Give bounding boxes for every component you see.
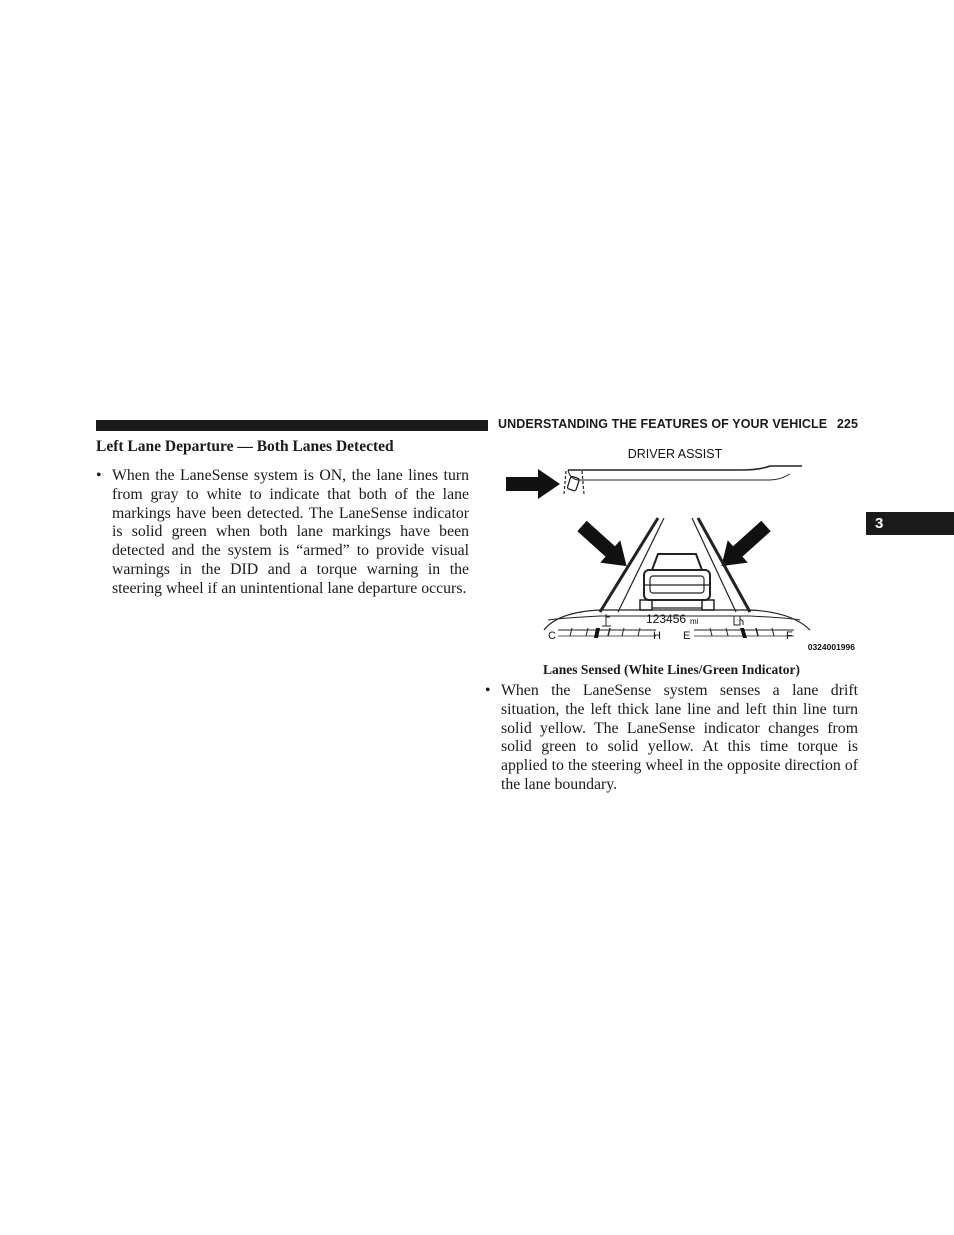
header-rule (96, 420, 488, 431)
gauge-label-e: E (683, 630, 691, 642)
bullet-text: When the LaneSense system is ON, the lane lines turn from gray to white to indicate that both of the lane markings have been detected. The LaneSense indicator is solid green when both lane markings have been detected and the system is “armed” to provide visual warnings in the DID and a torque warning in the steering wheel if an unintentional lane departure occurs. (112, 467, 469, 597)
arrow-right-icon (506, 469, 560, 499)
arrow-down-left-icon (711, 515, 776, 577)
odometer-unit: mi (690, 617, 699, 626)
bullet-dot: • (96, 467, 102, 484)
chapter-tab: 3 (866, 512, 954, 535)
running-head-section: UNDERSTANDING THE FEATURES OF YOUR VEHICLE (498, 417, 828, 431)
bullet-dot: • (485, 682, 491, 699)
lanesense-figure (500, 440, 860, 655)
section-title: Left Lane Departure — Both Lanes Detected (96, 438, 394, 455)
bullet-item (96, 467, 469, 599)
gauge-label-f: F (786, 630, 793, 642)
running-head (498, 417, 858, 431)
screen-title: DRIVER ASSIST (627, 447, 723, 461)
left-lane-line-thick (600, 518, 658, 612)
bullet-item (485, 682, 858, 795)
vehicle-icon (640, 554, 714, 610)
cluster-display-illustration (500, 440, 860, 655)
odometer-value: 123456 (646, 612, 687, 626)
fuel-gauge (683, 628, 794, 642)
temperature-gauge (548, 628, 661, 642)
bullet-text: When the LaneSense system senses a lane drift situation, the left thick lane line and left thin line turn solid yellow. The LaneSense indicator changes from solid green to solid yellow. At this time torque is applied to the steering wheel in the opposite direction of the lane boundary. (501, 682, 858, 793)
gauge-label-h: H (653, 630, 661, 642)
fuel-pump-icon (734, 616, 743, 625)
right-lane-line-thick (698, 518, 750, 612)
figure-caption: Lanes Sensed (White Lines/Green Indicator) (542, 662, 800, 677)
lanesense-indicator-icon (564, 471, 584, 494)
gauge-label-c: C (548, 630, 556, 642)
figure-id: 0324001996 (807, 642, 855, 652)
page-number: 225 (836, 417, 858, 431)
